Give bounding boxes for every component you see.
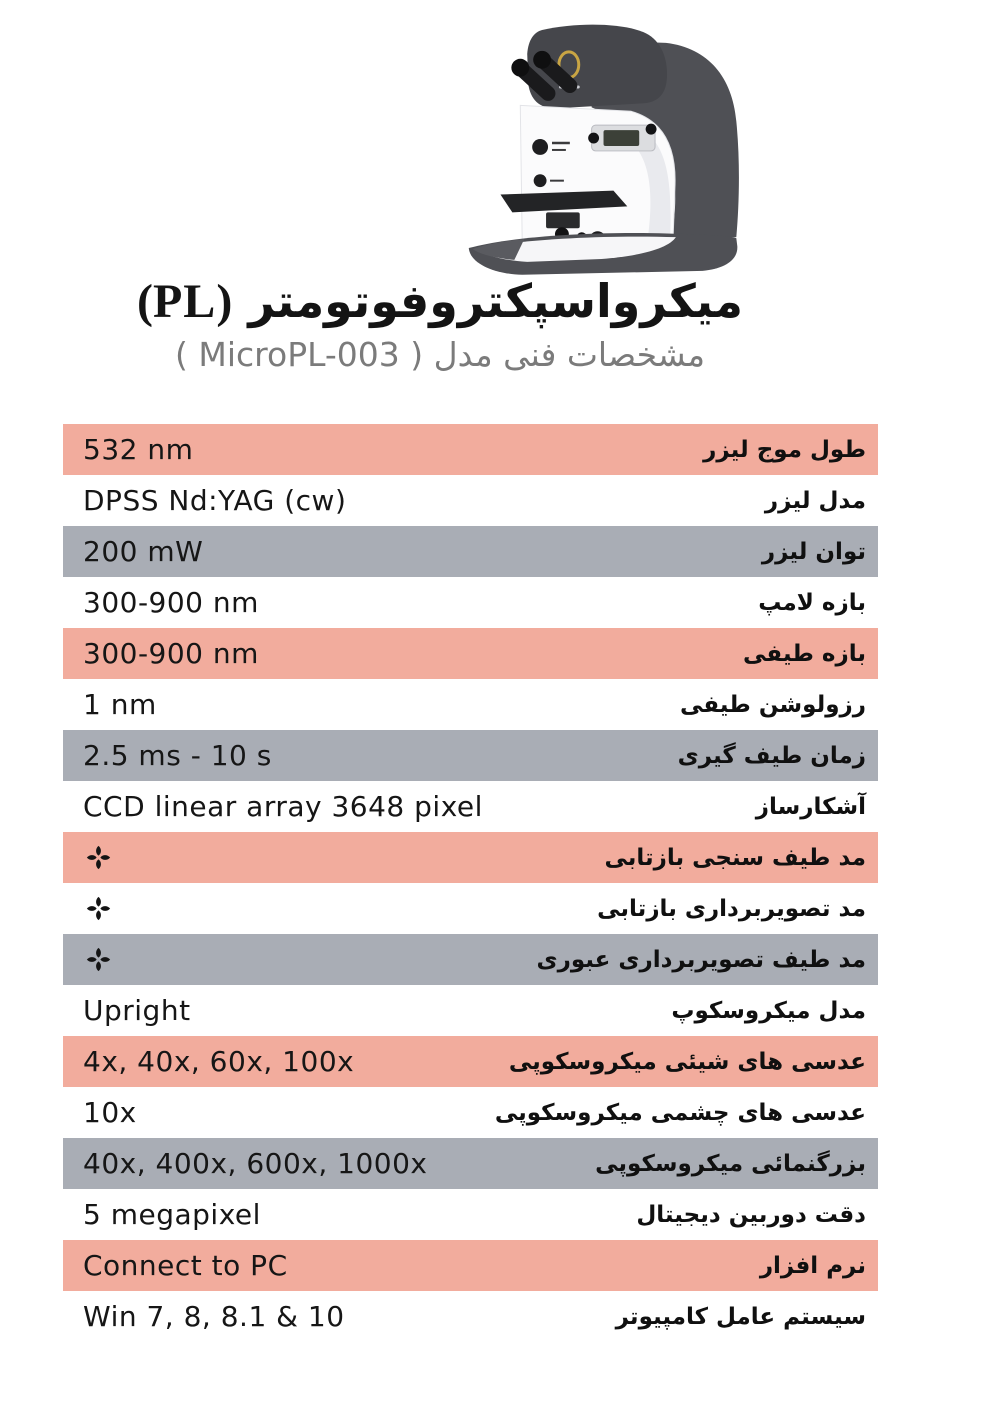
spec-table (63, 424, 878, 1342)
spec-label: مدل لیزر (764, 487, 866, 514)
spec-label: رزولوشن طیفی (679, 691, 866, 718)
spec-label: مد طیف تصویربرداری عبوری (536, 946, 866, 973)
four-petal-asterisk-icon (83, 946, 112, 973)
table-row (63, 1138, 878, 1189)
spec-value: 10x (83, 1096, 137, 1129)
four-petal-asterisk-icon (83, 895, 112, 922)
table-row (63, 730, 878, 781)
spec-label: مدل میکروسکوپ (671, 997, 866, 1024)
spec-value: 532 nm (83, 433, 194, 466)
spec-value: Connect to PC (83, 1249, 288, 1282)
spec-label: مد طیف سنجی بازتابی (604, 844, 866, 871)
spec-label: زمان طیف گیری (677, 742, 866, 769)
spec-value: DPSS Nd:YAG (cw) (83, 484, 347, 517)
microscope-product-image (443, 10, 770, 278)
spec-value: 1 nm (83, 688, 157, 721)
spec-value: Upright (83, 994, 191, 1027)
table-row (63, 1189, 878, 1240)
spec-label: بزرگنمائی میکروسکوپی (595, 1150, 866, 1177)
table-row (63, 781, 878, 832)
spec-label: سیستم عامل کامپیوتر (615, 1303, 866, 1330)
table-row (63, 1036, 878, 1087)
spec-label: آشکارساز (755, 793, 866, 820)
table-row (63, 883, 878, 934)
spec-value: 2.5 ms - 10 s (83, 739, 272, 772)
table-row (63, 526, 878, 577)
page-title-fa: میکرواسپکتروفوتومتر (248, 274, 743, 328)
page-title (30, 276, 850, 329)
spec-label: توان لیزر (761, 538, 866, 565)
spec-label: بازه طیفی (743, 640, 866, 667)
table-row (63, 1240, 878, 1291)
table-row (63, 475, 878, 526)
spec-value: 300-900 nm (83, 586, 259, 619)
table-row (63, 1087, 878, 1138)
spec-label: نرم افزار (759, 1252, 866, 1279)
page-title-model-code: (PL) (136, 275, 233, 328)
table-row (63, 934, 878, 985)
table-row (63, 424, 878, 475)
title-block (30, 276, 850, 374)
table-row (63, 832, 878, 883)
spec-value: 300-900 nm (83, 637, 259, 670)
table-row (63, 577, 878, 628)
page-subtitle: مشخصات فنی مدل ( MicroPL-003 ) (175, 334, 705, 374)
spec-label: عدسی های چشمی میکروسکوپی (494, 1099, 866, 1126)
table-row (63, 985, 878, 1036)
spec-value: 5 megapixel (83, 1198, 261, 1231)
four-petal-asterisk-icon (83, 844, 112, 871)
table-row (63, 628, 878, 679)
spec-value: 4x, 40x, 60x, 100x (83, 1045, 355, 1078)
spec-label: دقت دوربین دیجیتال (636, 1201, 866, 1228)
spec-label: مد تصویربرداری بازتابی (597, 895, 866, 922)
table-row (63, 1291, 878, 1342)
spec-label: طول موج لیزر (703, 436, 866, 463)
spec-value: 40x, 400x, 600x, 1000x (83, 1147, 428, 1180)
spec-value: CCD linear array 3648 pixel (83, 790, 483, 823)
spec-label: بازه لامپ (758, 589, 866, 616)
spec-value: 200 mW (83, 535, 204, 568)
table-row (63, 679, 878, 730)
spec-value: Win 7, 8, 8.1 & 10 (83, 1300, 345, 1333)
spec-label: عدسی های شیئی میکروسکوپی (508, 1048, 866, 1075)
